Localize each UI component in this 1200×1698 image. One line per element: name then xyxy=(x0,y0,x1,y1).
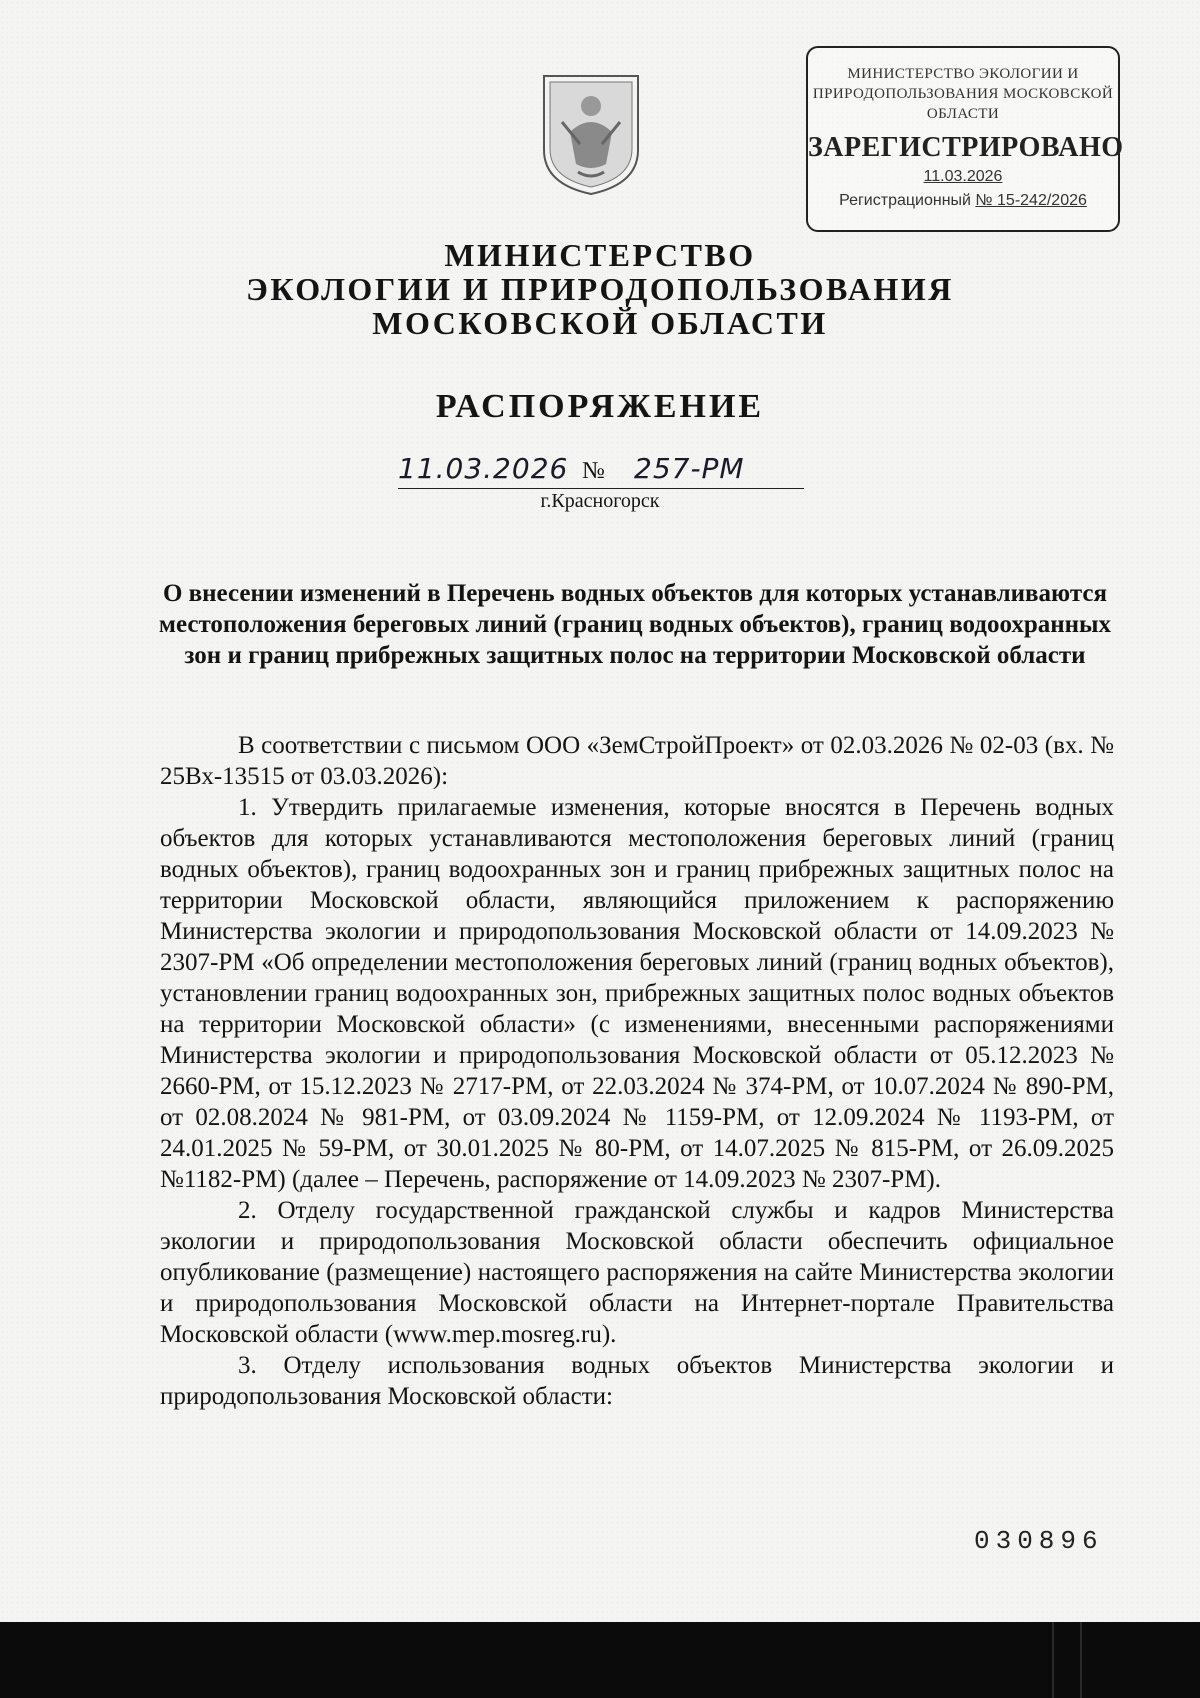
handwritten-number: 257-РМ xyxy=(634,452,745,485)
ministry-name xyxy=(0,238,1200,340)
scan-artifact-line xyxy=(1080,1622,1082,1698)
stamp-registration-number xyxy=(808,192,1118,210)
document-type: РАСПОРЯЖЕНИЕ xyxy=(435,388,765,425)
body-paragraph-3: 3. Отделу использования водных объектов Министерства экологии и природопользования Московской области: xyxy=(160,1352,1114,1410)
date-number-line xyxy=(398,452,804,489)
ministry-line-2: ЭКОЛОГИИ И ПРИРОДОПОЛЬЗОВАНИЯ xyxy=(246,271,954,307)
handwritten-date: 11.03.2026 xyxy=(398,452,569,485)
number-sign: № xyxy=(582,458,605,484)
stamp-reg-number: № 15-242/2026 xyxy=(975,192,1087,209)
stamp-reg-label: Регистрационный xyxy=(839,192,971,209)
ministry-line-3: МОСКОВСКОЙ ОБЛАСТИ xyxy=(372,305,828,341)
stamp-status: ЗАРЕГИСТРИРОВАНО xyxy=(808,132,1124,163)
body-paragraph-2: 2. Отделу государственной гражданской службы и кадров Министерства экологии и природопользования Московской области обеспечить официальное опубликование (размещение) настоящего распоряжения на сайте Министерства экологии и природопользования Московской области на Интернет-портале Правительства Московской области (www.mep.mosreg.ru). xyxy=(160,1197,1114,1348)
body-paragraph-1: 1. Утвердить прилагаемые изменения, которые вносятся в Перечень водных объектов для которых устанавливаются местоположения береговых линий (границ водных объектов), границ водоохранных зон и границ прибрежных защитных полос на территории Московской области, являющийся приложением к распоряжению Министерства экологии и природопользования Московской области от 14.09.2023 № 2307-РМ «Об определении местоположения береговых линий (границ водных объектов), установлении границ водоохранных зон, прибрежных защитных полос водных объектов на территории Московской области» (с изменениями, внесенными распоряжениями Министерства экологии и природопользования Московской области от 05.12.2023 № 2660-РМ, от 15.12.2023 № 2717-РМ, от 22.03.2024 № 374-РМ, от 10.07.2024 № 890-РМ, от 02.08.2024 № 981-РМ, от 03.09.2024 № 1159-РМ, от 12.09.2024 № 1193-РМ, от 24.01.2025 № 59-РМ, от 30.01.2025 № 80-РМ, от 14.07.2025 № 815-РМ, от 26.09.2025 №1182-РМ) (далее – Перечень, распоряжение от 14.09.2023 № 2307-РМ). xyxy=(160,794,1114,1193)
document-subject: О внесении изменений в Перечень водных объектов для которых устанавливаются местоположения береговых линий (границ водных объектов), границ водоохранных зон и границ прибрежных защитных полос на территории Московской области xyxy=(158,580,1112,669)
stamp-date: 11.03.2026 xyxy=(923,168,1003,185)
body-paragraph-preamble: В соответствии с письмом ООО «ЗемСтройПроект» от 02.03.2026 № 02-03 (вх. № 25Вх-13515 от 03.03.2026): xyxy=(160,732,1114,790)
city-name: г.Красногорск xyxy=(540,490,660,512)
scan-bottom-edge xyxy=(0,1622,1200,1698)
stamp-organization: МИНИСТЕРСТВО ЭКОЛОГИИ И ПРИРОДОПОЛЬЗОВАНИЯ МОСКОВСКОЙ ОБЛАСТИ xyxy=(812,66,1114,122)
registration-stamp xyxy=(806,46,1124,232)
document-body xyxy=(160,730,1114,1412)
serial-number: 030896 xyxy=(974,1526,1104,1556)
ministry-line-1: МИНИСТЕРСТВО xyxy=(444,237,756,273)
moscow-region-coat-of-arms xyxy=(540,72,642,198)
scan-artifact-line xyxy=(1052,1622,1054,1698)
